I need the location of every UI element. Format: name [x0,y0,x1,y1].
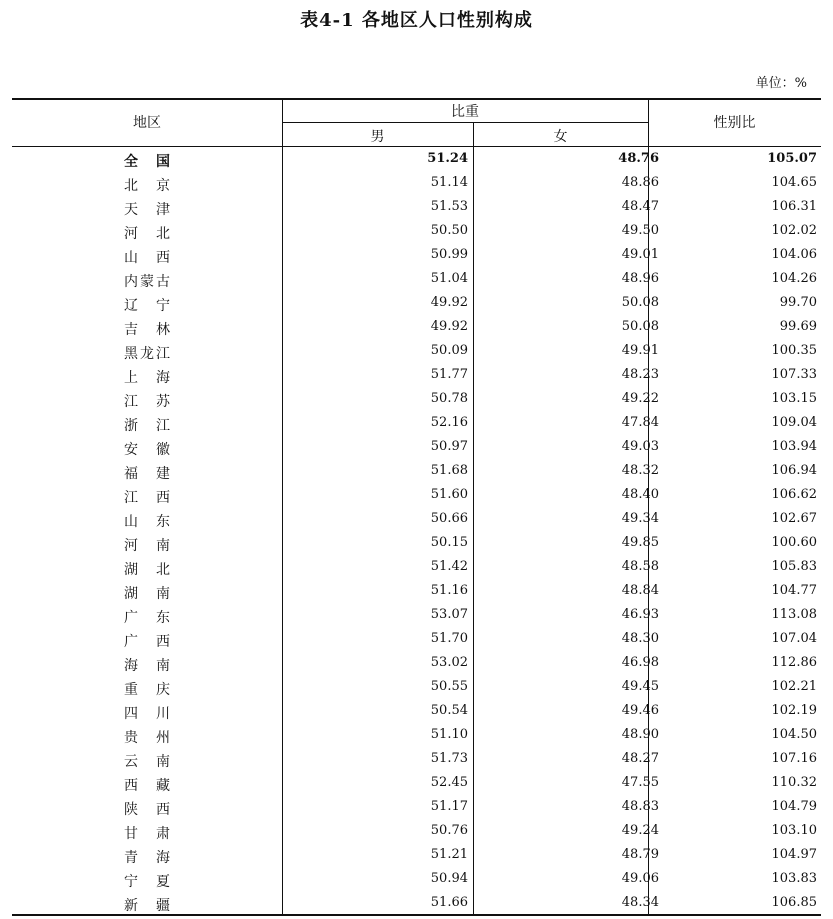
sex-ratio-cell: 104.79 [771,799,817,814]
region-cell: 河 北 [124,226,170,242]
header-female: 女 [553,129,568,145]
sex-ratio-cell: 104.97 [771,847,817,862]
region-cell: 山 东 [124,514,170,530]
sex-ratio-cell: 104.50 [771,727,817,742]
sex-ratio-cell: 103.94 [771,439,817,454]
female-cell: 48.34 [621,895,659,910]
table-row [12,676,821,700]
female-cell: 48.90 [621,727,659,742]
region-cell: 黑龙江 [124,346,170,362]
male-cell: 50.78 [430,391,468,406]
sex-ratio-cell: 113.08 [771,607,817,622]
table-row [12,892,821,916]
region-cell: 湖 南 [124,586,170,602]
sex-ratio-cell: 109.04 [771,415,817,430]
male-cell: 51.04 [430,271,468,286]
unit-label: 单位：% [755,76,807,91]
region-cell: 西 藏 [124,778,170,794]
male-cell: 50.55 [430,679,468,694]
table-row [12,844,821,868]
table-row [12,436,821,460]
male-cell: 51.21 [430,847,468,862]
male-cell: 52.45 [430,775,468,790]
region-cell: 江 苏 [124,394,170,410]
table-row [12,700,821,724]
subheader-rule [282,122,648,123]
region-cell: 内蒙古 [124,274,170,290]
sex-ratio-cell: 106.94 [771,463,817,478]
sex-ratio-cell: 102.21 [771,679,817,694]
male-cell: 49.92 [430,319,468,334]
female-cell: 48.83 [621,799,659,814]
female-cell: 49.34 [621,511,659,526]
male-cell: 51.14 [430,175,468,190]
header-sex-ratio: 性别比 [713,115,756,131]
region-cell: 福 建 [124,466,170,482]
region-cell: 湖 北 [124,562,170,578]
table-row [12,340,821,364]
female-cell: 49.06 [621,871,659,886]
male-cell: 51.16 [430,583,468,598]
male-cell: 50.15 [430,535,468,550]
table-row [12,484,821,508]
region-cell: 天 津 [124,202,170,218]
male-cell: 50.66 [430,511,468,526]
sex-ratio-cell: 106.85 [771,895,817,910]
female-cell: 46.98 [621,655,659,670]
region-cell: 云 南 [124,754,170,770]
region-cell: 浙 江 [124,418,170,434]
female-cell: 50.08 [621,295,659,310]
male-cell: 51.17 [430,799,468,814]
region-cell: 吉 林 [124,322,170,338]
table-row [12,412,821,436]
table-row [12,460,821,484]
table-row [12,628,821,652]
sex-ratio-cell: 105.83 [771,559,817,574]
region-cell: 广 西 [124,634,170,650]
header-region: 地区 [133,115,161,131]
female-cell: 48.79 [621,847,659,862]
sex-ratio-cell: 106.31 [771,199,817,214]
table-row [12,220,821,244]
region-cell: 安 徽 [124,442,170,458]
male-cell: 53.07 [430,607,468,622]
table-row [12,532,821,556]
region-cell: 甘 肃 [124,826,170,842]
sex-ratio-cell: 99.69 [779,319,817,334]
table-row [12,316,821,340]
female-cell: 47.84 [621,415,659,430]
male-cell: 52.16 [430,415,468,430]
sex-ratio-cell: 107.16 [771,751,817,766]
table-title: 表4-1 各地区人口性别构成 [300,10,533,31]
male-cell: 50.76 [430,823,468,838]
male-cell: 51.66 [430,895,468,910]
male-cell: 51.10 [430,727,468,742]
region-cell: 北 京 [124,178,170,194]
region-cell: 青 海 [124,850,170,866]
male-cell: 50.09 [430,343,468,358]
table-row [12,508,821,532]
region-cell: 江 西 [124,490,170,506]
sex-ratio-cell: 99.70 [779,295,817,310]
table-row [12,268,821,292]
table-body [12,148,821,916]
sex-ratio-cell: 104.06 [771,247,817,262]
male-cell: 51.60 [430,487,468,502]
sex-ratio-cell: 102.67 [771,511,817,526]
sex-ratio-cell: 104.65 [771,175,817,190]
female-cell: 49.01 [621,247,659,262]
region-cell: 重 庆 [124,682,170,698]
sex-ratio-cell: 100.60 [771,535,817,550]
female-cell: 49.85 [621,535,659,550]
female-cell: 49.46 [621,703,659,718]
female-cell: 49.03 [621,439,659,454]
male-cell: 51.42 [430,559,468,574]
male-cell: 50.99 [430,247,468,262]
male-cell: 51.68 [430,463,468,478]
region-cell: 宁 夏 [124,874,170,890]
male-cell: 51.77 [430,367,468,382]
table-row [12,652,821,676]
table-row [12,820,821,844]
female-cell: 49.50 [621,223,659,238]
table-row [12,724,821,748]
sex-ratio-cell: 107.04 [771,631,817,646]
female-cell: 48.23 [621,367,659,382]
female-cell: 49.24 [621,823,659,838]
female-cell: 48.27 [621,751,659,766]
sex-ratio-cell: 103.15 [771,391,817,406]
region-cell: 辽 宁 [124,298,170,314]
female-cell: 47.55 [621,775,659,790]
female-cell: 48.32 [621,463,659,478]
region-cell: 海 南 [124,658,170,674]
female-cell: 48.47 [621,199,659,214]
region-cell: 山 西 [124,250,170,266]
male-cell: 53.02 [430,655,468,670]
table-row [12,796,821,820]
female-cell: 48.30 [621,631,659,646]
male-cell: 49.92 [430,295,468,310]
female-cell: 49.91 [621,343,659,358]
female-cell: 46.93 [621,607,659,622]
sex-ratio-cell: 107.33 [771,367,817,382]
sex-ratio-cell: 102.19 [771,703,817,718]
female-cell: 48.58 [621,559,659,574]
region-cell: 广 东 [124,610,170,626]
table-row [12,148,821,172]
table-row [12,868,821,892]
table-row [12,172,821,196]
sex-ratio-cell: 100.35 [771,343,817,358]
table-row [12,748,821,772]
table-row [12,772,821,796]
female-cell: 48.84 [621,583,659,598]
table-row [12,604,821,628]
region-cell: 上 海 [124,370,170,386]
sex-ratio-cell: 104.77 [771,583,817,598]
male-cell: 50.54 [430,703,468,718]
female-cell: 49.45 [621,679,659,694]
region-cell: 陕 西 [124,802,170,818]
male-cell: 50.50 [430,223,468,238]
female-cell: 49.22 [621,391,659,406]
region-cell: 四 川 [124,706,170,722]
male-cell: 50.94 [430,871,468,886]
table-row [12,556,821,580]
male-cell: 51.70 [430,631,468,646]
sex-ratio-cell: 106.62 [771,487,817,502]
sex-ratio-cell: 112.86 [771,655,817,670]
header-male: 男 [370,129,385,145]
female-cell: 48.40 [621,487,659,502]
male-cell: 51.73 [430,751,468,766]
table-row [12,196,821,220]
table-row [12,292,821,316]
male-cell: 51.24 [427,151,468,166]
sex-ratio-cell: 103.83 [771,871,817,886]
male-cell: 51.53 [430,199,468,214]
table-row [12,364,821,388]
table-row [12,244,821,268]
sex-ratio-cell: 104.26 [771,271,817,286]
region-cell: 贵 州 [124,730,170,746]
region-cell: 河 南 [124,538,170,554]
sex-ratio-cell: 102.02 [771,223,817,238]
header-rule [12,146,821,147]
table-row [12,388,821,412]
female-cell: 48.96 [621,271,659,286]
female-cell: 50.08 [621,319,659,334]
region-cell: 全 国 [124,154,170,170]
table-row [12,580,821,604]
header-weight: 比重 [451,104,479,120]
region-cell: 新 疆 [124,898,170,914]
sex-ratio-cell: 110.32 [771,775,817,790]
sex-ratio-cell: 105.07 [767,151,817,166]
female-cell: 48.86 [621,175,659,190]
male-cell: 50.97 [430,439,468,454]
female-cell: 48.76 [618,151,659,166]
sex-ratio-cell: 103.10 [771,823,817,838]
top-rule [12,98,821,100]
